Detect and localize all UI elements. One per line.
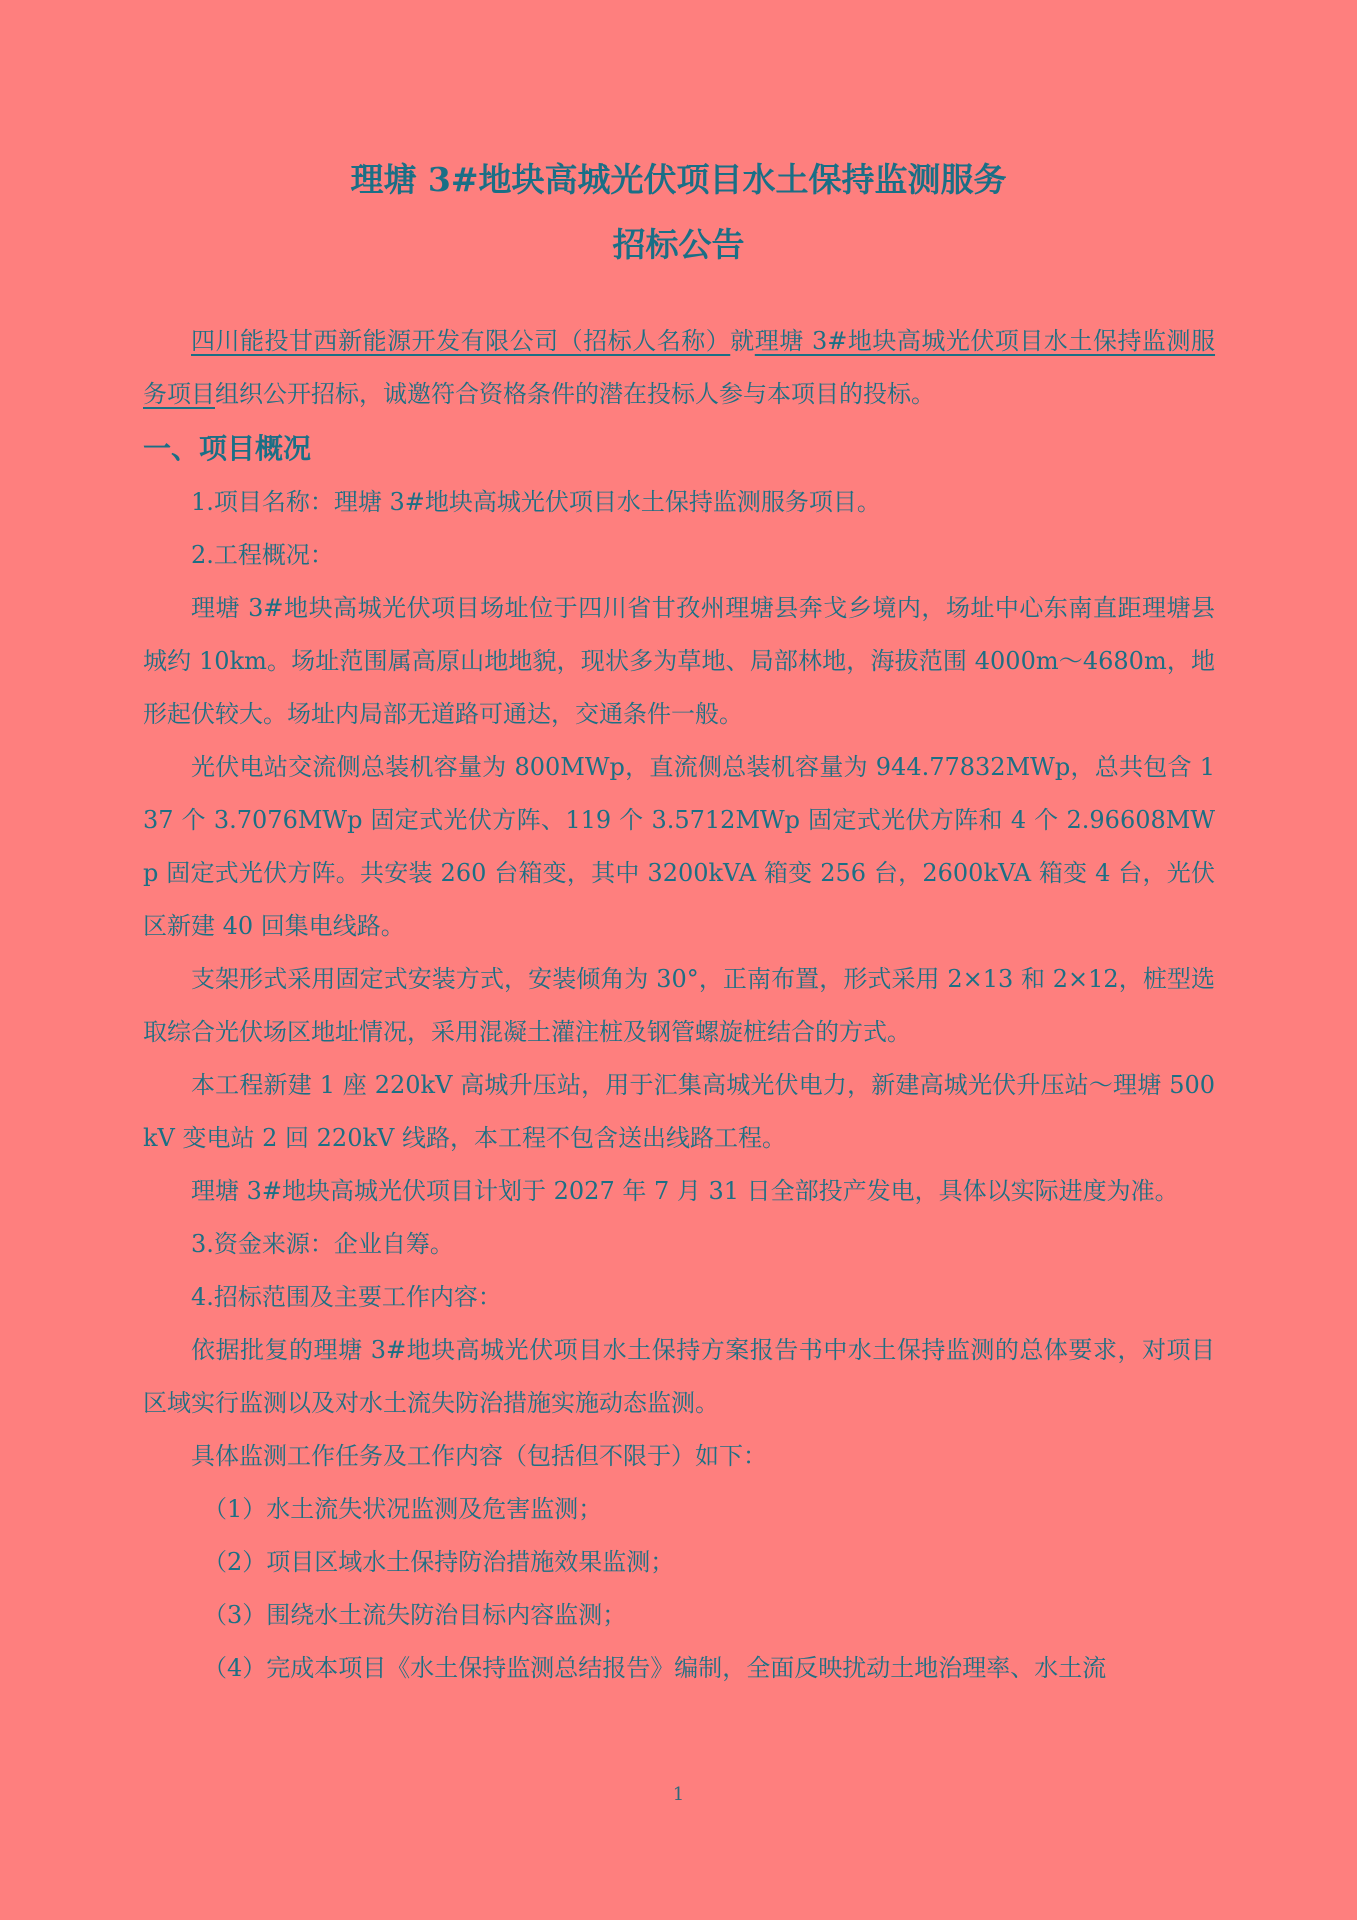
task-item: （3）围绕水土流失防治目标内容监测； xyxy=(203,1601,627,1629)
item-project-name: 1.项目名称：理塘 3#地块高城光伏项目水土保持监测服务项目。 xyxy=(191,488,881,516)
task-item: （1）水土流失状况监测及危害监测； xyxy=(203,1495,603,1523)
page-number: 1 xyxy=(672,1784,685,1805)
item-scope: 4.招标范围及主要工作内容： xyxy=(191,1283,502,1311)
intro-connector: 就 xyxy=(730,327,755,355)
document-subtitle: 招标公告 xyxy=(612,225,745,264)
paragraph-support: 支架形式采用固定式安装方式，安装倾角为 30°，正南布置，形式采用 2×13 和 2×12，桩型选取综合光伏场区地址情况，采用混凝土灌注桩及钢管螺旋桩结合的方式。 xyxy=(143,965,1215,1046)
document-body xyxy=(143,315,1215,1695)
task-item: （4）完成本项目《水土保持监测总结报告》编制，全面反映扰动土地治理率、水土流 xyxy=(203,1654,1107,1682)
item-engineering-overview: 2.工程概况： xyxy=(191,541,334,569)
paragraph-scope: 依据批复的理塘 3#地块高城光伏项目水土保持方案报告书中水土保持监测的总体要求，对项目区域实行监测以及对水土流失防治措施实施动态监测。 xyxy=(143,1336,1215,1417)
item-funding: 3.资金来源：企业自筹。 xyxy=(191,1230,454,1258)
paragraph-site: 理塘 3#地块高城光伏项目场址位于四川省甘孜州理塘县奔戈乡境内，场址中心东南直距理塘县城约 10km。场址范围属高原山地地貌，现状多为草地、局部林地，海拔范围 4000m～4680m，地形起伏较大。场址内局部无道路可通达，交通条件一般。 xyxy=(143,594,1215,728)
intro-rest: 组织公开招标，诚邀符合资格条件的潜在投标人参与本项目的投标。 xyxy=(215,380,935,408)
task-item: （2）项目区域水土保持防治措施效果监测； xyxy=(203,1548,675,1576)
tenderer-name: 四川能投甘西新能源开发有限公司（招标人名称） xyxy=(191,327,731,355)
document-title: 理塘 3#地块高城光伏项目水土保持监测服务 xyxy=(350,160,1007,199)
paragraph-substation: 本工程新建 1 座 220kV 高城升压站，用于汇集高城光伏电力，新建高城光伏升压站～理塘 500kV 变电站 2 回 220kV 线路，本工程不包含送出线路工程。 xyxy=(143,1071,1215,1152)
intro-paragraph xyxy=(143,315,1215,421)
section-heading-overview: 一、项目概况 xyxy=(143,432,312,465)
paragraph-schedule: 理塘 3#地块高城光伏项目计划于 2027 年 7 月 31 日全部投产发电，具体以实际进度为准。 xyxy=(191,1177,1179,1205)
paragraph-capacity: 光伏电站交流侧总装机容量为 800MWp，直流侧总装机容量为 944.77832MWp，总共包含 137 个 3.7076MWp 固定式光伏方阵、119 个 3.5712MWp 固定式光伏方阵和 4 个 2.96608MWp 固定式光伏方阵。共安装 260 台箱变，其中 3200kVA 箱变 256 台，2600kVA 箱变 4 台，光伏区新建 40 回集电线路。 xyxy=(143,753,1215,940)
project-name: 理塘 3#地块高城光伏项目水土保持监测服务项目 xyxy=(143,327,1216,408)
paragraph-tasks-intro: 具体监测工作任务及工作内容（包括但不限于）如下： xyxy=(191,1442,767,1470)
